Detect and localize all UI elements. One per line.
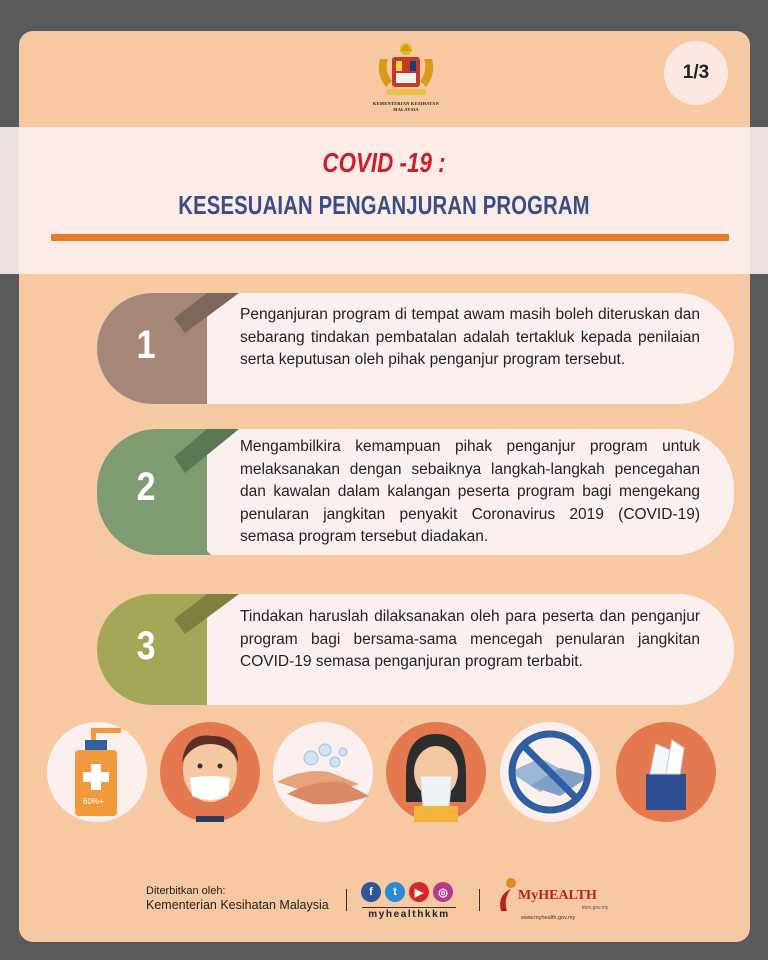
twitter-icon[interactable]: t — [385, 882, 405, 902]
malaysia-coat-of-arms-icon — [372, 41, 440, 101]
social-handle: myhealthkkm — [362, 907, 456, 920]
facebook-icon[interactable]: f — [361, 882, 381, 902]
step-3-number: 3 — [136, 624, 156, 668]
myhealth-url: www.myhealth.gov.my — [521, 915, 576, 921]
step-2-number: 2 — [136, 465, 156, 509]
publisher-block — [146, 884, 329, 912]
instagram-icon[interactable]: ◎ — [433, 882, 453, 902]
sneeze-tissue-icon — [386, 722, 486, 822]
face-mask-icon — [160, 722, 260, 822]
myhealth-logo-text: MyHEALTH — [518, 888, 597, 903]
step-3-fold — [155, 594, 239, 705]
hand-washing-icon — [273, 722, 373, 822]
social-icons — [361, 882, 453, 902]
no-handshake-icon — [500, 722, 600, 822]
title-underline — [51, 234, 729, 241]
published-by-label: Diterbitkan oleh: — [146, 885, 226, 897]
footer-divider-2 — [479, 889, 480, 911]
step-2 — [97, 429, 734, 555]
step-1-number: 1 — [136, 323, 156, 367]
page-subtitle: KESESUAIAN PENGANJURAN PROGRAM — [178, 190, 590, 220]
footer-divider-1 — [346, 889, 347, 911]
step-3-text: Tindakan haruslah dilaksanakan oleh para peserta dan penganjur program bagi bersama-sama mencegah penularan jangkitan COVID-19 semasa penganjuran program terbabit. — [240, 608, 700, 670]
ministry-caption: KEMENTERIAN KESIHATAN MALAYSIA — [372, 101, 440, 112]
publisher-name: Kementerian Kesihatan Malaysia — [146, 898, 329, 912]
step-1 — [97, 293, 734, 404]
step-1-fold — [155, 293, 239, 404]
step-1-text: Penganjuran program di tempat awam masih boleh diteruskan dan sebarang tindakan pembatalan adalah tertakluk kepada penilaian serta keputusan oleh pihak penganjur program tersebut. — [240, 306, 700, 368]
step-2-fold — [155, 429, 239, 555]
youtube-icon[interactable]: ▶ — [409, 882, 429, 902]
step-3 — [97, 594, 734, 705]
page-indicator: 1/3 — [664, 41, 728, 105]
tissue-box-icon — [616, 722, 716, 822]
hand-sanitizer-icon — [47, 722, 147, 822]
myhealth-tagline: kkm.gov.my — [582, 905, 609, 911]
step-2-text: Mengambilkira kemampuan pihak penganjur program untuk melaksanakan dengan sebaiknya langkah-langkah pencegahan dan kawalan dalam kalangan peserta program bagi mengekang penularan jangkitan penyakit Coronavirus 2019 (COVID-19) semasa program tersebut diadakan. — [240, 438, 700, 545]
sanitizer-label: 60%+ — [83, 797, 104, 806]
prevention-icons-row — [45, 718, 725, 828]
page-title: COVID -19 : — [322, 147, 446, 178]
